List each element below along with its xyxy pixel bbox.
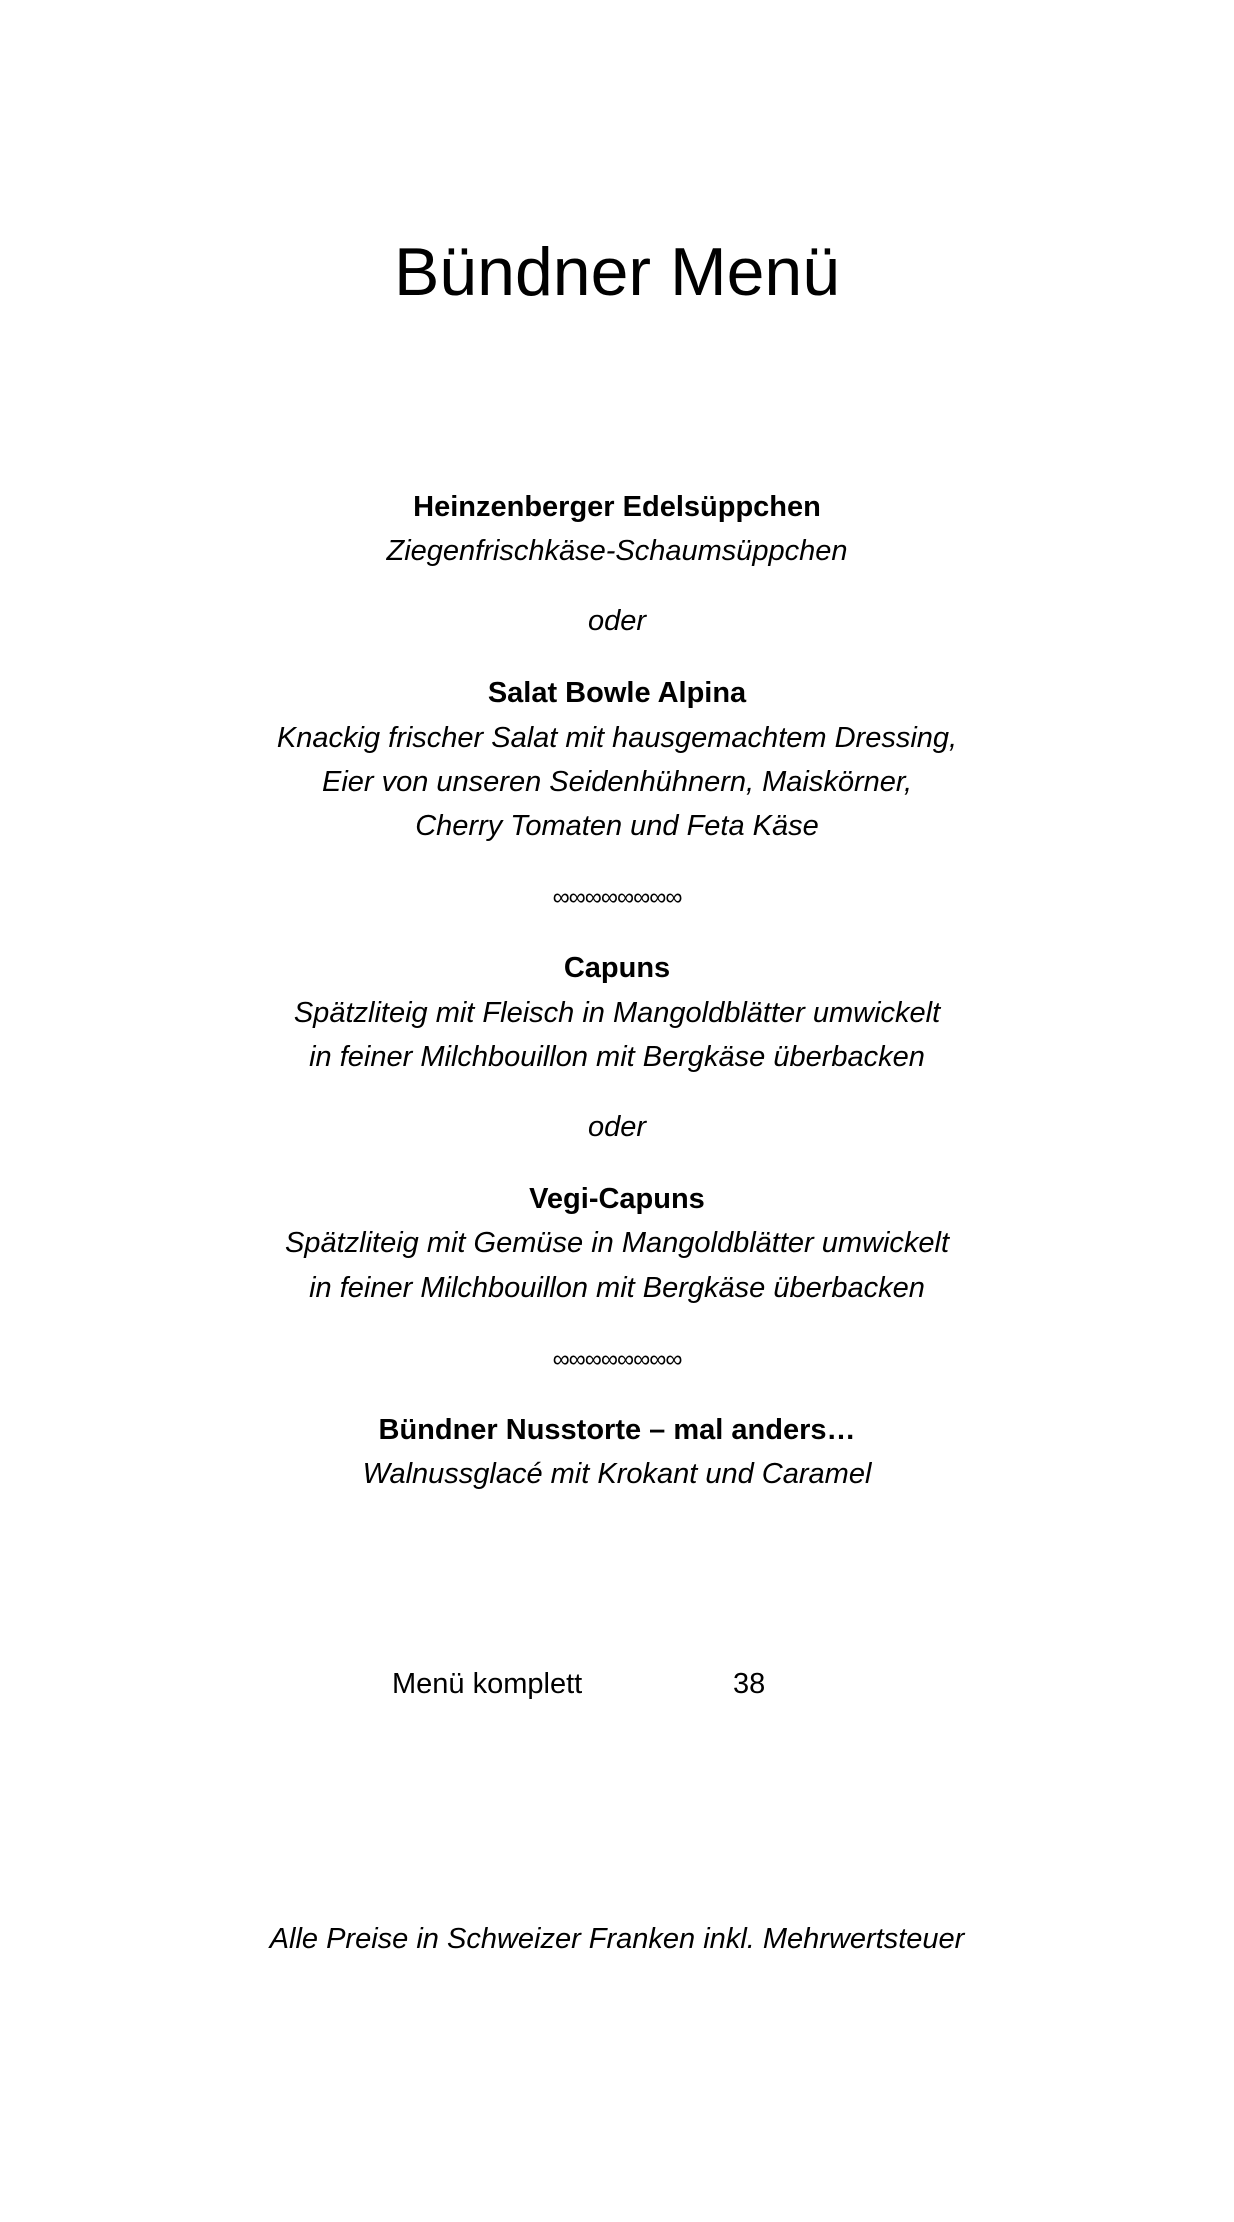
capuns-name: Capuns	[563, 952, 671, 984]
soup-description: Ziegenfrischkäse-Schaumsüppchen	[386, 535, 848, 567]
capuns-description-line: Spätzliteig mit Fleisch in Mangoldblätter umwickelt	[293, 997, 941, 1029]
vegi-capuns-description-line: Spätzliteig mit Gemüse in Mangoldblätter umwickelt	[284, 1227, 950, 1259]
dessert-description: Walnussglacé mit Krokant und Caramel	[362, 1458, 872, 1490]
section-separator: ∞∞∞∞∞∞∞∞	[552, 1346, 682, 1373]
soup-name: Heinzenberger Edelsüppchen	[413, 491, 821, 523]
page-title: Bündner Menü	[393, 234, 841, 310]
vegi-capuns-name: Vegi-Capuns	[529, 1183, 705, 1215]
section-separator: ∞∞∞∞∞∞∞∞	[552, 884, 682, 911]
price-note: Alle Preise in Schweizer Franken inkl. Mehrwertsteuer	[269, 1923, 965, 1955]
or-label-mains: oder	[587, 1111, 647, 1143]
capuns-description-line: in feiner Milchbouillon mit Bergkäse überbacken	[309, 1041, 925, 1073]
or-label-starters: oder	[587, 605, 647, 637]
salad-description-line: Knackig frischer Salat mit hausgemachtem Dressing,	[276, 722, 958, 754]
price-value: 38	[733, 1668, 766, 1700]
vegi-capuns-description-line: in feiner Milchbouillon mit Bergkäse überbacken	[309, 1272, 925, 1304]
salad-description-line: Eier von unseren Seidenhühnern, Maiskörner,	[321, 766, 913, 798]
price-label: Menü komplett	[392, 1668, 583, 1700]
salad-description-line: Cherry Tomaten und Feta Käse	[415, 810, 819, 842]
salad-name: Salat Bowle Alpina	[487, 677, 747, 709]
dessert-name: Bündner Nusstorte – mal anders…	[378, 1414, 856, 1446]
